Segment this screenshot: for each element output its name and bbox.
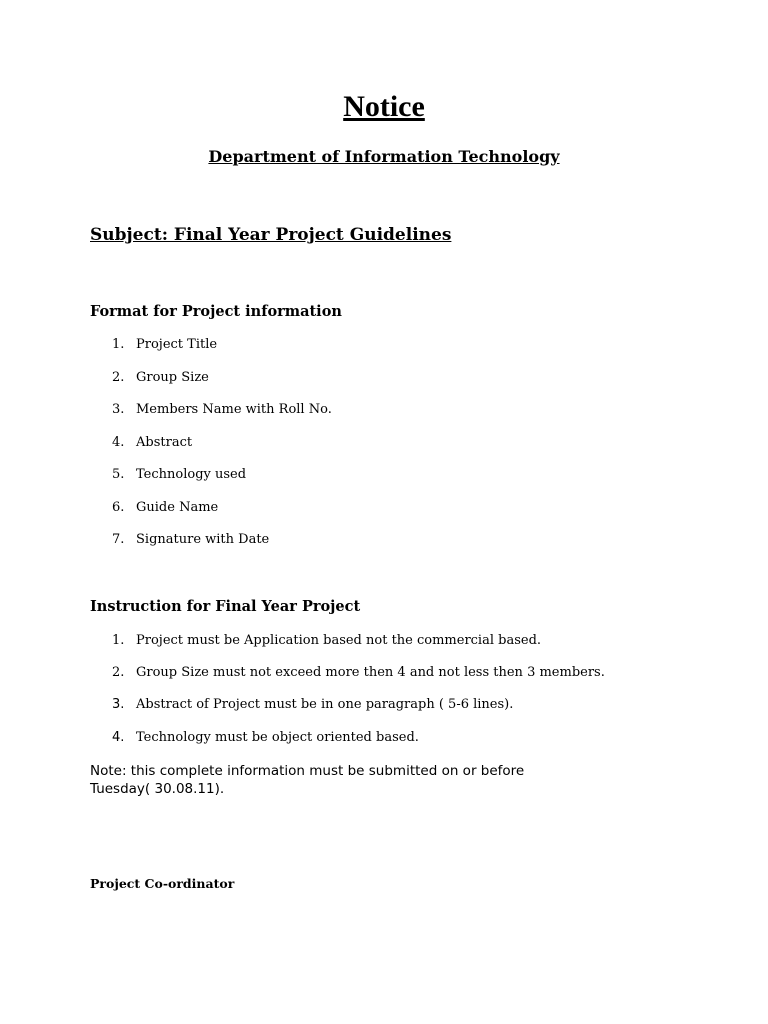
list-item-number: 2. — [112, 665, 125, 680]
list-item-number: 2. — [112, 370, 125, 385]
submission-note: Note: this complete information must be submitted on or before Tuesday( 30.08.11). — [90, 763, 525, 797]
list-item-text: Abstract of Project must be in one paragraph ( 5-6 lines). — [136, 697, 514, 712]
list-item-number: 4. — [112, 435, 125, 450]
list-item-text: Members Name with Roll No. — [136, 402, 332, 417]
instruction-section-heading: Instruction for Final Year Project — [90, 598, 361, 615]
list-item-text: Group Size must not exceed more then 4 and not less then 3 members. — [136, 665, 605, 680]
list-item-text: Group Size — [136, 370, 209, 385]
list-item-number: 3. — [112, 697, 125, 712]
list-item-text: Signature with Date — [136, 532, 270, 547]
list-item-text: Guide Name — [136, 500, 219, 515]
format-section-heading: Format for Project information — [90, 303, 342, 320]
list-item-number: 1. — [112, 633, 125, 648]
list-item-text: Project must be Application based not the commercial based. — [136, 633, 542, 648]
list-item-text: Technology must be object oriented based. — [136, 730, 419, 745]
list-item-number: 7. — [112, 532, 125, 547]
list-item-text: Project Title — [136, 337, 218, 352]
signature-line: Project Co-ordinator — [90, 876, 235, 891]
page-title: Notice — [343, 90, 425, 123]
list-item-number: 5. — [112, 467, 125, 482]
subject-line: Subject: Final Year Project Guidelines — [90, 225, 452, 245]
list-item-text: Abstract — [136, 435, 193, 450]
list-item-text: Technology used — [136, 467, 247, 482]
list-item-number: 6. — [112, 500, 125, 515]
list-item-number: 4. — [112, 730, 125, 745]
department-heading: Department of Information Technology — [208, 147, 560, 166]
list-item-number: 1. — [112, 337, 125, 352]
list-item-number: 3. — [112, 402, 125, 417]
